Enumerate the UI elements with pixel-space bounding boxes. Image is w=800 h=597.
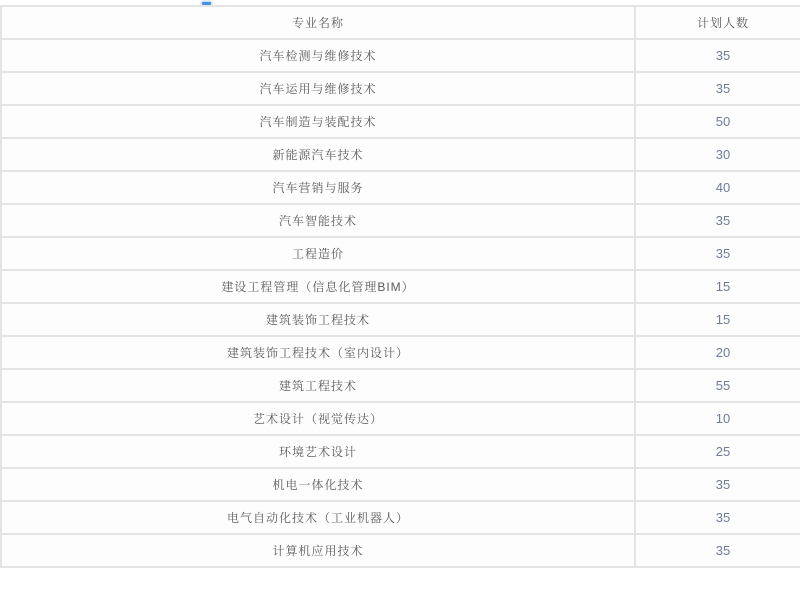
planned-count-cell: 35 [635,204,800,237]
table-row [1,72,800,105]
table-row [1,138,800,171]
table-row [1,534,800,567]
planned-count-cell: 50 [635,105,800,138]
planned-count-cell: 35 [635,501,800,534]
planned-count-cell: 25 [635,435,800,468]
planned-count-cell: 40 [635,171,800,204]
table-row [1,39,800,72]
planned-count-cell: 15 [635,303,800,336]
planned-count-cell: 35 [635,72,800,105]
table-row [1,336,800,369]
table-row [1,435,800,468]
planned-count-cell: 35 [635,39,800,72]
planned-count-cell: 35 [635,237,800,270]
major-name-cell: 电气自动化技术（工业机器人） [1,501,635,534]
table-header [1,6,800,39]
table-row [1,402,800,435]
major-name-cell: 新能源汽车技术 [1,138,635,171]
major-name-cell: 建设工程管理（信息化管理BIM） [1,270,635,303]
major-name-cell: 机电一体化技术 [1,468,635,501]
table-row [1,237,800,270]
planned-count-cell: 15 [635,270,800,303]
planned-count-cell: 30 [635,138,800,171]
table-row [1,303,800,336]
major-name-cell: 汽车运用与维修技术 [1,72,635,105]
planned-count-cell: 55 [635,369,800,402]
major-name-cell: 建筑工程技术 [1,369,635,402]
major-name-cell: 汽车检测与维修技术 [1,39,635,72]
table-row [1,468,800,501]
table-row [1,270,800,303]
table-row [1,204,800,237]
header-major-name: 专业名称 [1,6,635,39]
major-name-cell: 汽车智能技术 [1,204,635,237]
admission-plan-table [0,5,800,568]
major-name-cell: 建筑装饰工程技术 [1,303,635,336]
header-row [1,6,800,39]
major-name-cell: 汽车营销与服务 [1,171,635,204]
table-row [1,171,800,204]
planned-count-cell: 35 [635,468,800,501]
table-row [1,105,800,138]
planned-count-cell: 20 [635,336,800,369]
major-name-cell: 建筑装饰工程技术（室内设计） [1,336,635,369]
major-name-cell: 艺术设计（视觉传达） [1,402,635,435]
header-planned-count: 计划人数 [635,6,800,39]
major-name-cell: 工程造价 [1,237,635,270]
major-name-cell: 汽车制造与装配技术 [1,105,635,138]
major-name-cell: 计算机应用技术 [1,534,635,567]
planned-count-cell: 35 [635,534,800,567]
table-body [1,39,800,567]
table-row [1,369,800,402]
major-name-cell: 环境艺术设计 [1,435,635,468]
table-row [1,501,800,534]
planned-count-cell: 10 [635,402,800,435]
